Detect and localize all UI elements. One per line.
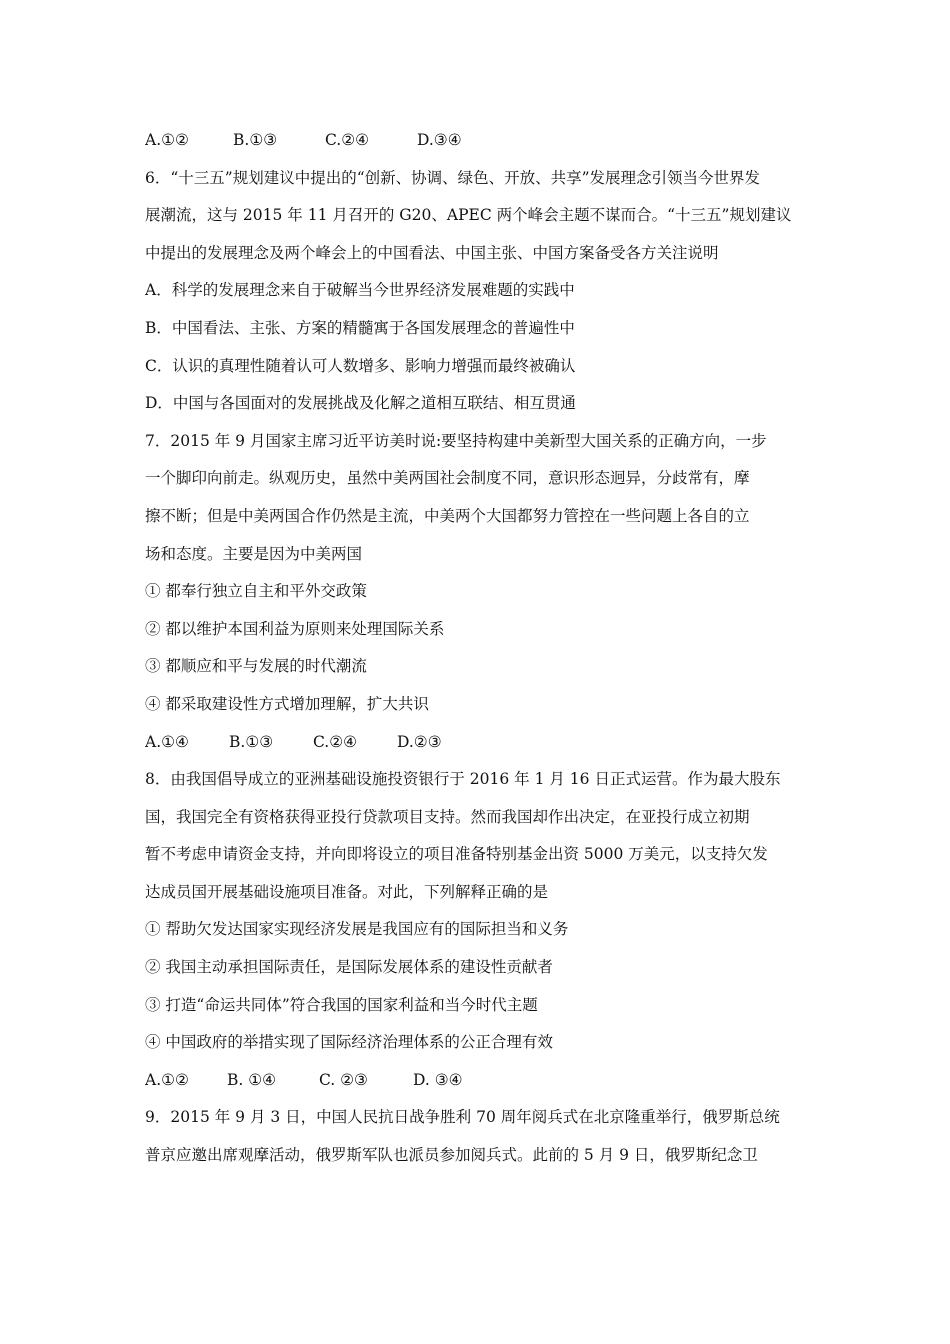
q7-item-2: ② 都以维护本国利益为原则来处理国际关系 [145, 619, 445, 638]
q7-options [145, 724, 815, 762]
q5-option-b[interactable]: B.①③ [233, 131, 278, 149]
q9-stem-line: 9．2015 年 9 月 3 日，中国人民抗日战争胜利 70 周年阅兵式在北京隆重举行，俄罗斯总统 [145, 1108, 780, 1127]
q7-option-b[interactable]: B.①③ [229, 732, 274, 751]
question-6 [145, 160, 815, 423]
q8-option-a[interactable]: A.①② [145, 1070, 189, 1089]
q8-stem-line: 达成员国开展基础设施项目准备。对此，下列解释正确的是 [145, 882, 549, 901]
q8-item-4: ④ 中国政府的举措实现了国际经济治理体系的公正合理有效 [145, 1033, 553, 1052]
q5-options [145, 122, 815, 160]
q6-stem-line: 中提出的发展理念及两个峰会上的中国看法、中国主张、中国方案备受各方关注说明 [145, 243, 719, 262]
q7-stem-line: 场和态度。主要是因为中美两国 [145, 544, 363, 563]
exam-page [145, 122, 815, 1175]
q8-option-c[interactable]: C. ②③ [319, 1070, 368, 1089]
q7-option-c[interactable]: C.②④ [313, 732, 358, 751]
q8-option-d[interactable]: D. ③④ [413, 1070, 463, 1089]
q6-choice-a[interactable]: A．科学的发展理念来自于破解当今世界经济发展难题的实践中 [145, 281, 575, 300]
question-8 [145, 761, 815, 1099]
q6-choice-c[interactable]: C．认识的真理性随着认可人数增多、影响力增强而最终被确认 [145, 356, 576, 375]
q7-stem-line: 7．2015 年 9 月国家主席习近平访美时说:要坚持构建中美新型大国关系的正确方向，一步 [145, 431, 767, 450]
q8-stem-line: 8．由我国倡导成立的亚洲基础设施投资银行于 2016 年 1 月 16 日正式运营。作为最大股东 [145, 770, 781, 789]
q8-item-1: ① 帮助欠发达国家实现经济发展是我国应有的国际担当和义务 [145, 920, 569, 939]
q9-stem-line: 普京应邀出席观摩活动，俄罗斯军队也派员参加阅兵式。此前的 5 月 9 日，俄罗斯纪念卫 [145, 1146, 758, 1165]
q7-item-3: ③ 都顺应和平与发展的时代潮流 [145, 657, 367, 676]
q8-stem-line: 暂不考虑申请资金支持，并向即将设立的项目准备特别基金出资 5000 万美元，以支持欠发 [145, 845, 768, 864]
q5-option-a[interactable]: A.①② [145, 131, 189, 149]
q8-item-3: ③ 打造“命运共同体”符合我国的国家利益和当今时代主题 [145, 995, 538, 1014]
q7-option-a[interactable]: A.①④ [145, 732, 189, 751]
q6-choice-d[interactable]: D．中国与各国面对的发展挑战及化解之道相互联结、相互贯通 [145, 394, 576, 413]
q8-item-2: ② 我国主动承担国际责任，是国际发展体系的建设性贡献者 [145, 958, 553, 977]
question-7 [145, 423, 815, 761]
q7-stem-line: 擦不断；但是中美两国合作仍然是主流，中美两个大国都努力管控在一些问题上各自的立 [145, 506, 750, 525]
q5-option-d[interactable]: D.③④ [417, 131, 462, 149]
q8-options [145, 1062, 815, 1100]
q8-stem-line: 国，我国完全有资格获得亚投行贷款项目支持。然而我国却作出决定，在亚投行成立初期 [145, 807, 750, 826]
q6-choice-b[interactable]: B．中国看法、主张、方案的精髓寓于各国发展理念的普遍性中 [145, 318, 575, 337]
q7-item-1: ① 都奉行独立自主和平外交政策 [145, 582, 367, 601]
q8-option-b[interactable]: B. ①④ [227, 1070, 277, 1089]
q7-option-d[interactable]: D.②③ [397, 732, 442, 751]
q6-stem-line: 展潮流，这与 2015 年 11 月召开的 G20、APEC 两个峰会主题不谋而合。“十三五”规划建议 [145, 206, 792, 225]
question-9 [145, 1099, 815, 1174]
q5-option-c[interactable]: C.②④ [325, 131, 370, 149]
q7-stem-line: 一个脚印向前走。纵观历史，虽然中美两国社会制度不同，意识形态迥异，分歧常有，摩 [145, 469, 750, 488]
q7-item-4: ④ 都采取建设性方式增加理解，扩大共识 [145, 694, 429, 713]
q6-stem-line: 6．“十三五”规划建议中提出的“创新、协调、绿色、开放、共享”发展理念引领当今世界发 [145, 168, 761, 187]
